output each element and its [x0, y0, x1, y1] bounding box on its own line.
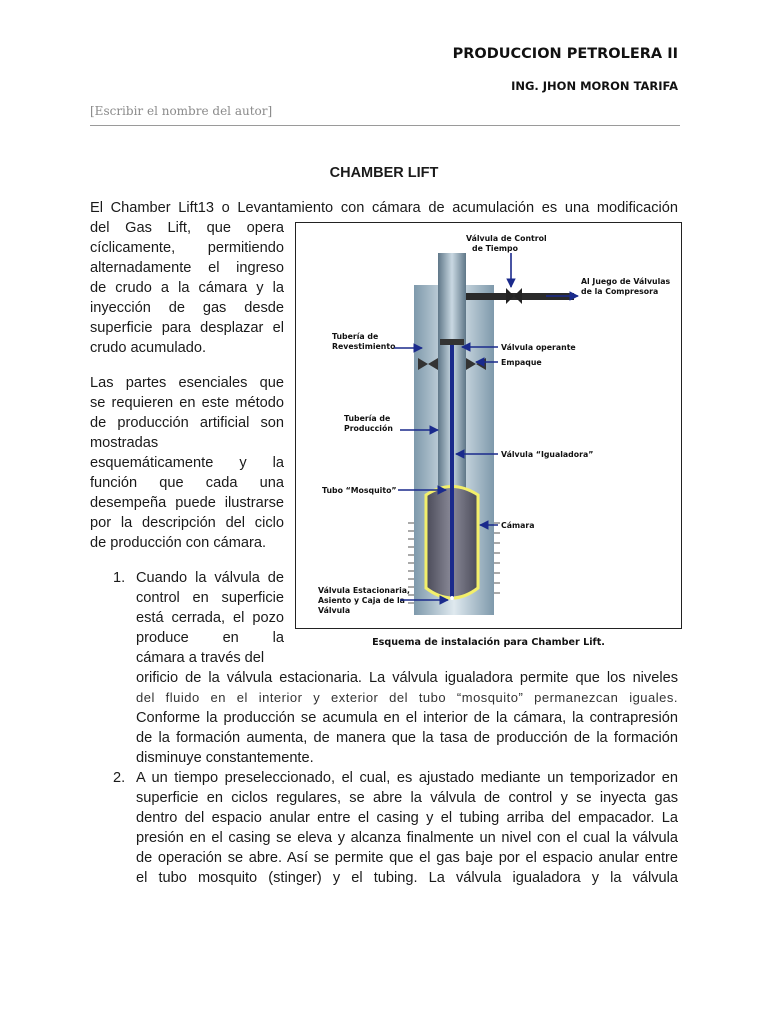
intro-line: de crudo a la cámara y la	[90, 280, 284, 296]
label-packer: Empaque	[501, 358, 542, 367]
list-line: A un tiempo preseleccionado, el cual, es ajustado mediante un temporizador en	[136, 770, 678, 786]
label-control-valve: Válvula de Control de Tiempo	[466, 234, 547, 253]
author-placeholder[interactable]: [Escribir el nombre del autor]	[90, 104, 273, 118]
chamber-lift-diagram	[295, 222, 682, 629]
list-line: superficie en ciclos regulares, se abre la válvula de control y se inyecta gas	[136, 790, 678, 806]
list-line: está cerrada, el pozo	[136, 610, 284, 626]
document-title: CHAMBER LIFT	[329, 165, 439, 181]
parts-line: Las partes esenciales que	[90, 375, 284, 391]
header-subtitle: ING. JHON MORON TARIFA	[511, 79, 678, 93]
intro-line: crudo acumulado.	[90, 340, 207, 356]
label-equalizer: Válvula “Igualadora”	[501, 450, 594, 459]
parts-line: desempeña puede ilustrarse	[90, 495, 284, 511]
list-line: del fluido en el interior y exterior del tubo “mosquito” permanezcan iguales.	[136, 690, 678, 705]
intro-line: superficie para desplazar el	[90, 320, 284, 336]
list-line: dentro del espacio anular entre el casing y el tubing arriba del empacador. La	[136, 810, 678, 826]
intro-paragraph	[90, 198, 678, 218]
operating-valve-icon	[440, 339, 464, 345]
figure-caption: Esquema de instalación para Chamber Lift.	[372, 637, 605, 648]
parts-line: esquemáticamente y la	[90, 455, 284, 471]
label-tubing: Tubería de Producción	[344, 414, 393, 433]
list-line: el tubo mosquito (stinger) y el tubing. La válvula igualadora y la válvula	[136, 870, 678, 886]
parts-line: función que cada una	[90, 475, 284, 491]
parts-line: por la descripción del ciclo	[90, 515, 284, 531]
list-item-2	[136, 768, 678, 888]
list-line: Conforme la producción se acumula en el interior de la cámara, la contrapresión	[136, 710, 678, 726]
intro-line: cíclicamente, permitiendo	[90, 240, 284, 256]
list-number: 2.	[113, 770, 126, 786]
control-valve-icon	[506, 288, 522, 304]
intro-line: inyección de gas desde	[90, 300, 284, 316]
label-standing-valve: Válvula Estacionaria, Asiento y Caja de la Válvula	[318, 586, 410, 615]
list-line: de operación se abre. Así se permite que el gas baje por el espacio anular entre	[136, 850, 678, 866]
parts-line: mostradas	[90, 435, 159, 451]
diagram-svg	[296, 223, 681, 628]
parts-paragraph	[90, 373, 284, 553]
list-line: Cuando la válvula de	[136, 570, 284, 586]
list-line: disminuye constantemente.	[136, 750, 314, 766]
list-line: presión en el casing se eleva y alcanza finalmente un nivel con el cual la válvula	[136, 830, 678, 846]
header-title: PRODUCCION PETROLERA II	[452, 46, 678, 62]
label-compressor: Al Juego de Válvulas de la Compresora	[581, 277, 671, 296]
intro-line: alternadamente el ingreso	[90, 260, 284, 276]
intro-line: del Gas Lift, que opera	[90, 220, 284, 236]
list-number: 1.	[113, 570, 126, 586]
mosquito-tube	[450, 341, 454, 599]
header-divider	[90, 125, 680, 126]
list-line: control en superficie	[136, 590, 284, 606]
parts-line: de producción con cámara.	[90, 535, 267, 551]
label-casing: Tubería de Revestimiento	[332, 332, 396, 351]
label-operating-valve: Válvula operante	[501, 343, 576, 352]
list-line: produce en la	[136, 630, 284, 646]
intro-line: El Chamber Lift13 o Levantamiento con cámara de acumulación es una modificación	[90, 200, 678, 216]
label-chamber: Cámara	[501, 521, 535, 530]
list-line: orificio de la válvula estacionaria. La válvula igualadora permite que los niveles	[136, 670, 678, 686]
intro-continuation	[90, 218, 284, 358]
parts-line: de producción artificial son	[90, 415, 284, 431]
list-line: cámara a través del	[136, 650, 265, 666]
list-line: de la formación aumenta, de manera que la tasa de producción de la formación	[136, 730, 678, 746]
list-item-1-narrow	[136, 568, 284, 668]
list-item-1-wide	[136, 668, 678, 768]
label-mosquito: Tubo “Mosquito”	[322, 486, 397, 495]
standing-valve-icon	[450, 596, 454, 600]
parts-line: se requieren en este método	[90, 395, 284, 411]
